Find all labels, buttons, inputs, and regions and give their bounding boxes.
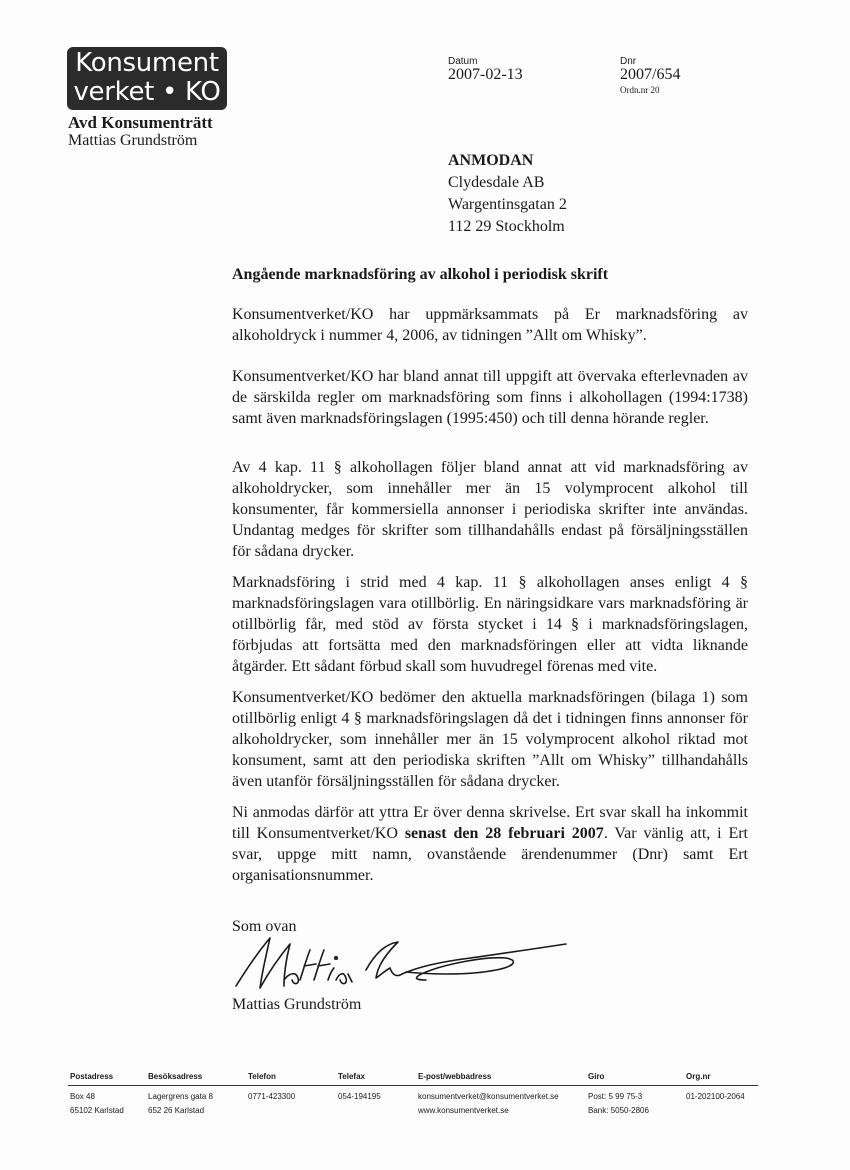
paragraph-2 — [232, 366, 748, 429]
paragraph-6-text-b: . Var vänlig att, i Ert svar, uppge mitt namn, ovanstående ärendenummer (Dnr) samt Ert organisationsnummer. — [232, 825, 749, 884]
recipient-line-3: 112 29 Stockholm — [448, 218, 565, 235]
dnr-label: Dnr — [620, 56, 637, 67]
dnr-value: 2007/654 — [620, 66, 681, 83]
footer-email-1: konsumentverket@konsumentverket.se — [418, 1092, 559, 1101]
footer-email-label: E-post/webbadress — [418, 1072, 492, 1081]
konsumentverket-logo — [67, 47, 227, 110]
footer-giro-2: Bank: 5050-2806 — [588, 1106, 649, 1115]
footer-postadress-label: Postadress — [70, 1072, 114, 1081]
footer-row-2 — [68, 1106, 758, 1118]
recipient-heading: ANMODAN — [448, 152, 534, 169]
date-label: Datum — [448, 56, 478, 67]
author-name: Mattias Grundström — [68, 132, 198, 149]
date-value: 2007-02-13 — [448, 66, 523, 83]
footer-telefax-label: Telefax — [338, 1072, 365, 1081]
footer-besok-label: Besöksadress — [148, 1072, 203, 1081]
recipient-line-1: Clydesdale AB — [448, 174, 545, 191]
paragraph-5-text: Konsumentverket/KO bedömer den aktuella marknadsföringen (bilaga 1) som otillbörlig enligt 4 § marknadsföringslagen då det i tidningen finns annonser för alkoholdrycker, som innehåller mer än 15 volymprocent alkohol riktad mot konsument, samt att den periodiska skriften ”Allt om Whisky” tillhandahålls även utanför försäljningsställen för sådana drycker. — [232, 689, 748, 790]
footer-labels — [68, 1072, 758, 1084]
handwritten-signature — [226, 930, 586, 1000]
ordn-number: Ordn.nr 20 — [620, 85, 660, 95]
footer-besok-2: 652 26 Karlstad — [148, 1106, 205, 1115]
department: Avd Konsumenträtt — [68, 113, 213, 132]
closing-phrase: Som ovan — [232, 918, 297, 935]
footer-row-1 — [68, 1092, 758, 1104]
paragraph-6-text-a: Ni anmodas därför att yttra Er över denna skrivelse. Ert svar skall ha inkommit till Konsumentverket/KO — [232, 804, 748, 842]
footer-orgnr-label: Org.nr — [686, 1072, 711, 1081]
footer-giro-1: Post: 5 99 75-3 — [588, 1092, 643, 1101]
footer-telefon-1: 0771-423300 — [248, 1092, 296, 1101]
paragraph-1-text: Konsumentverket/KO har uppmärksammats på Er marknadsföring av alkoholdryck i nummer 4, 2006, av tidningen ”Allt om Whisky”. — [232, 306, 748, 344]
paragraph-3 — [232, 457, 748, 562]
footer-postadress-1: Box 48 — [70, 1092, 95, 1101]
paragraph-4 — [232, 572, 748, 677]
recipient-block — [448, 150, 567, 238]
paragraph-2-text: Konsumentverket/KO har bland annat till uppgift att övervaka efterlevnaden av de särskilda regler om marknadsföring som finns i alkohollagen (1994:1738) samt även marknadsföringslagen (1995:450) och till denna hörande regler. — [232, 368, 748, 427]
footer-giro-label: Giro — [588, 1072, 605, 1081]
signatory-name: Mattias Grundström — [232, 996, 362, 1013]
paragraph-6 — [232, 802, 748, 886]
recipient-line-2: Wargentinsgatan 2 — [448, 196, 567, 213]
footer-postadress-2: 65102 Karlstad — [70, 1106, 124, 1115]
paragraph-4-text: Marknadsföring i strid med 4 kap. 11 § alkohollagen anses enligt 4 § marknadsföringslagen vara otillbörlig. En näringsidkare vars marknadsföring är otillbörlig får, med stöd av första stycket i 14 § i marknadsföringslagen, förbjudas att fortsätta med den marknadsföringen eller att vidta liknande åtgärder. Ett sådant förbud skall som huvudregel förenas med vite. — [232, 574, 748, 675]
logo-line-1: Konsument — [75, 48, 219, 78]
deadline: senast den 28 februari 2007 — [404, 825, 604, 842]
footer-telefon-label: Telefon — [248, 1072, 276, 1081]
letter-subject: Angående marknadsföring av alkohol i periodisk skrift — [232, 266, 609, 283]
footer-orgnr-1: 01-202100-2064 — [686, 1092, 745, 1101]
paragraph-3-text: Av 4 kap. 11 § alkohollagen följer bland annat att vid marknadsföring av alkoholdrycker, som innehåller mer än 15 volymprocent alkohol till konsumenter, får kommersiella annonser i periodiska skrifter inte användas. Undantag medges för skrifter som tillhandahålls endast på försäljningsställen för sådana drycker. — [232, 459, 748, 560]
logo-line-2: verket • KO — [73, 77, 221, 107]
footer-website-link: www.konsumentverket.se — [418, 1106, 509, 1115]
paragraph-5 — [232, 687, 748, 792]
footer-divider — [68, 1085, 758, 1086]
paragraph-1 — [232, 304, 748, 346]
footer-besok-1: Lagergrens gata 8 — [148, 1092, 213, 1101]
footer-telefax-1: 054-194195 — [338, 1092, 381, 1101]
